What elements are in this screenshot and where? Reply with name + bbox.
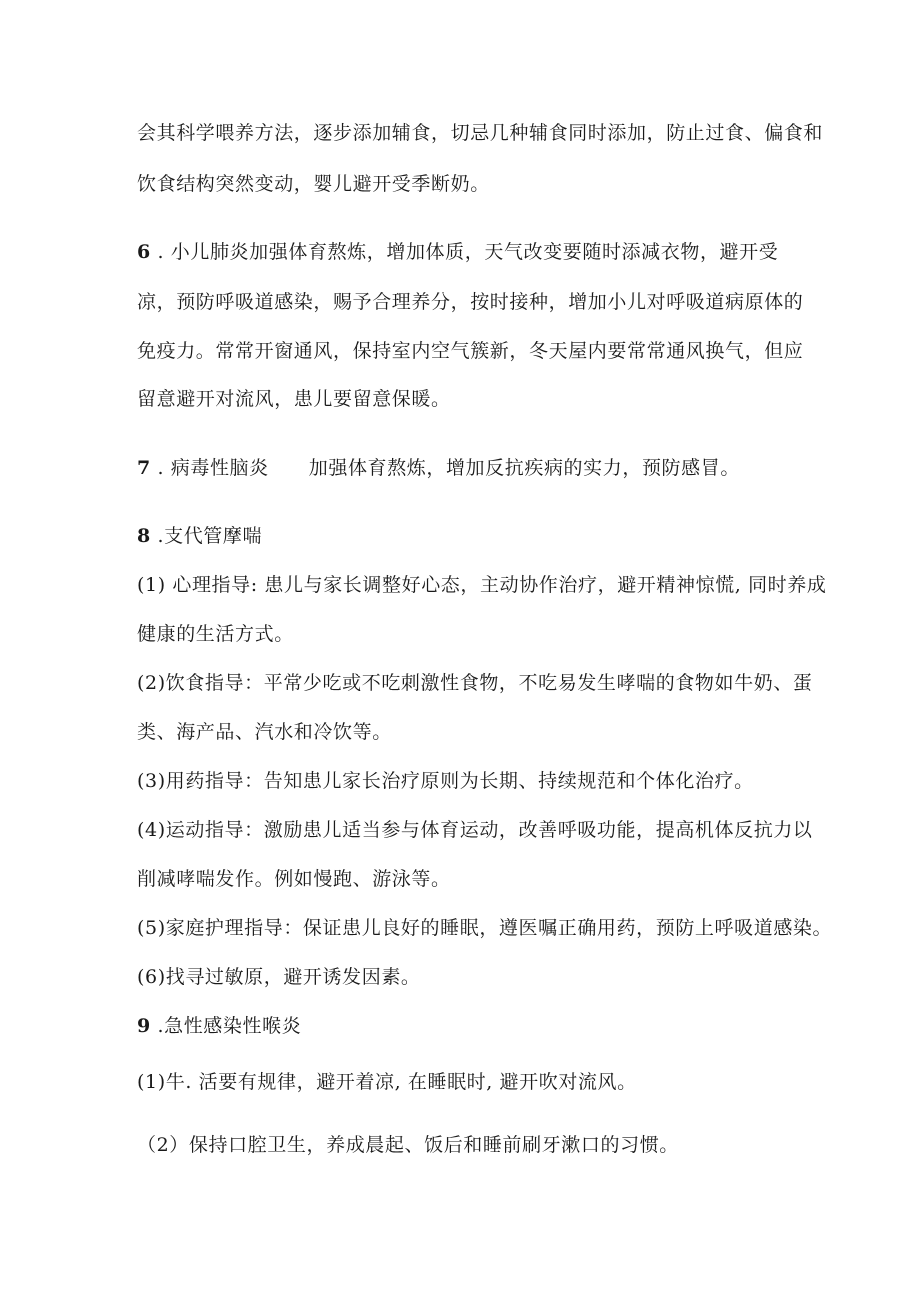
section-6-line-4: 留意避开对流风，患儿要留意保暖。	[137, 388, 451, 410]
section-9-item-1: (1)牛. 活要有规律，避开着凉, 在睡眠时, 避开吹对流风。	[137, 1071, 637, 1093]
section-9-title: .急性感染性喉炎	[150, 1015, 302, 1037]
section-8-item-2-line-1: (2)饮食指导：平常少吃或不吃刺激性食物，不吃易发生哮喘的食物如牛奶、蛋	[137, 672, 813, 694]
section-8-number: 8	[137, 525, 151, 547]
section-8-item-3: (3)用药指导：告知患儿家长治疗原则为长期、持续规范和个体化治疗。	[137, 770, 754, 792]
paragraph-5-line-2: 饮食结构突然变动，婴儿避开受季断奶。	[137, 173, 490, 195]
section-7-line	[137, 456, 740, 480]
section-9-number: 9	[137, 1015, 151, 1037]
section-8-title: .支代管摩喘	[150, 525, 263, 547]
section-8-heading	[137, 524, 262, 548]
section-6-line-3: 免疫力。常常开窗通风，保持室内空气簇新，冬天屋内要常常通风换气，但应	[137, 340, 804, 362]
section-8-item-4-line-1: (4)运动指导：激励患儿适当参与体育运动，改善呼吸功能，提高机体反抗力以	[137, 819, 813, 841]
section-6-text-1: . 小儿肺炎加强体育熬炼，增加体质，天气改变要随时添减衣物，避开受	[150, 241, 779, 263]
section-8-item-1-line-1: (1) 心理指导: 患儿与家长调整好心态，主动协作治疗，避开精神惊慌, 同时养成	[137, 574, 827, 596]
section-6-line-1	[137, 240, 778, 264]
section-8-item-1-line-2: 健康的生活方式。	[137, 623, 294, 645]
section-8-item-5: (5)家庭护理指导：保证患儿良好的睡眠，遵医嘱正确用药，预防上呼吸道感染。	[137, 917, 833, 939]
section-9-heading	[137, 1014, 301, 1038]
section-6-number: 6	[137, 241, 151, 263]
section-8-item-2-line-2: 类、海产品、汽水和冷饮等。	[137, 721, 392, 743]
paragraph-5-line-1: 会其科学喂养方法，逐步添加辅食，切忌几种辅食同时添加，防止过食、偏食和	[137, 122, 824, 144]
section-9-item-2: （2）保持口腔卫生，养成晨起、饭后和睡前刷牙漱口的习惯。	[137, 1134, 679, 1156]
section-7-title: . 病毒性脑炎	[150, 457, 269, 479]
section-7-number: 7	[137, 457, 151, 479]
section-8-item-6: (6)找寻过敏原，避开诱发因素。	[137, 966, 421, 988]
section-7-body: 加强体育熬炼，增加反抗疾病的实力，预防感冒。	[308, 457, 740, 479]
section-8-item-4-line-2: 削减哮喘发作。例如慢跑、游泳等。	[137, 868, 451, 890]
section-6-line-2: 凉，预防呼吸道感染，赐予合理养分，按时接种，增加小儿对呼吸道病原体的	[137, 291, 804, 313]
